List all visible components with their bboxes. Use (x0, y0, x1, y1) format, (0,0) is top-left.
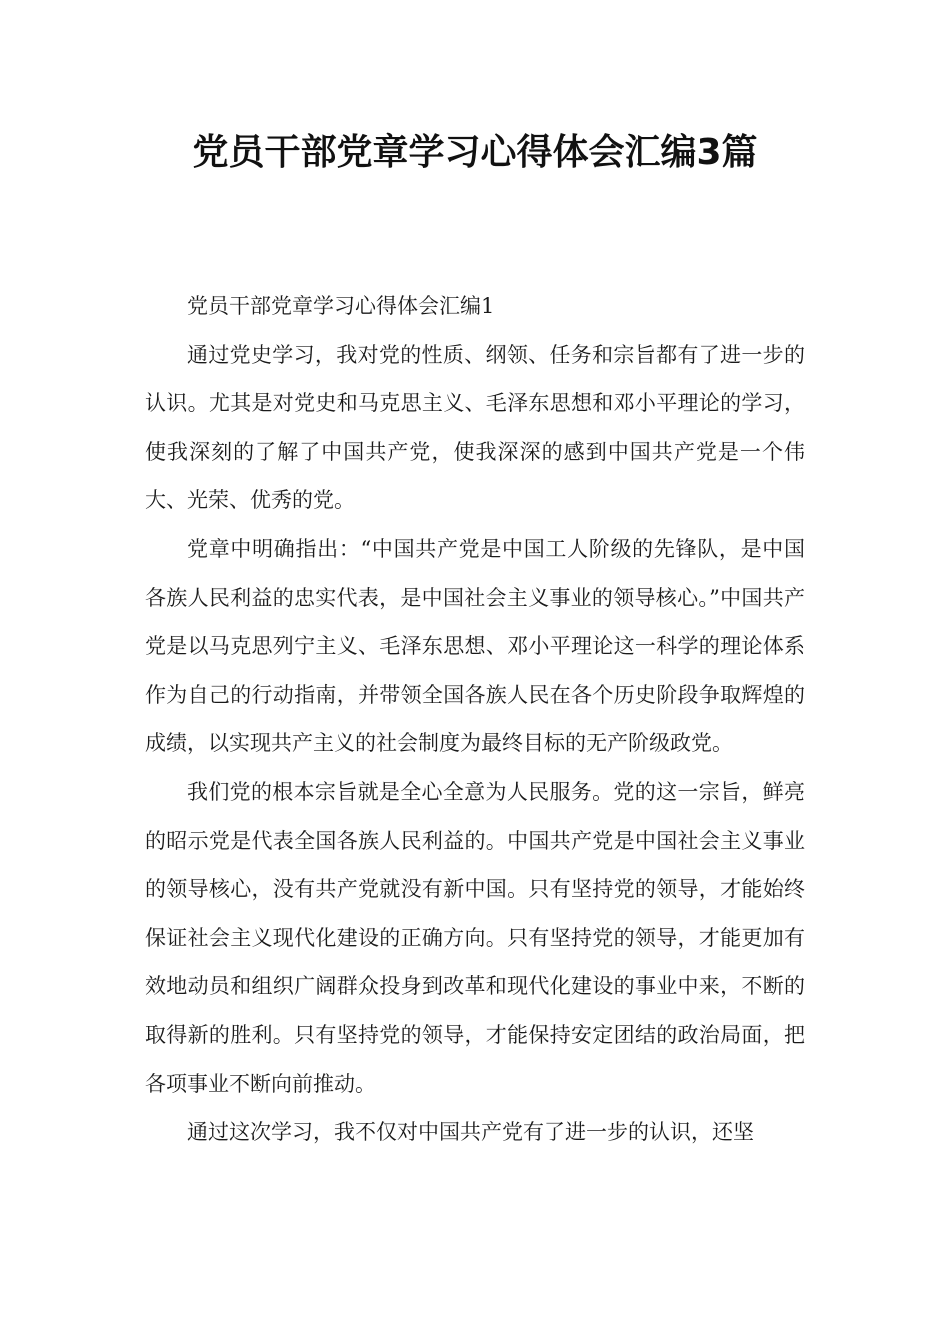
document-title: 党员干部党章学习心得体会汇编3篇 (192, 132, 758, 173)
paragraph-1: 通过党史学习，我对党的性质、纲领、任务和宗旨都有了进一步的认识。尤其是对党史和马克思主义、毛泽东思想和邓小平理论的学习，使我深刻的了解了中国共产党，使我深深的感到中国共产党是一个伟大、光荣、优秀的党。 (145, 342, 805, 513)
document-body (145, 282, 805, 1157)
paragraph-2: 党章中明确指出：“中国共产党是中国工人阶级的先锋队，是中国各族人民利益的忠实代表，是中国社会主义事业的领导核心。”中国共产党是以马克思列宁主义、毛泽东思想、邓小平理论这一科学的理论体系作为自己的行动指南，并带领全国各族人民在各个历史阶段争取辉煌的成绩，以实现共产主义的社会制度为最终目标的无产阶级政党。 (145, 536, 805, 756)
paragraph-4: 通过这次学习，我不仅对中国共产党有了进一步的认识，还坚 (187, 1120, 754, 1145)
section-heading: 党员干部党章学习心得体会汇编1 (187, 294, 495, 318)
paragraph-3: 我们党的根本宗旨就是全心全意为人民服务。党的这一宗旨，鲜亮的昭示党是代表全国各族人民利益的。中国共产党是中国社会主义事业的领导核心，没有共产党就没有新中国。只有坚持党的领导，才能始终保证社会主义现代化建设的正确方向。只有坚持党的领导，才能更加有效地动员和组织广阔群众投身到改革和现代化建设的事业中来，不断的取得新的胜利。只有坚持党的领导，才能保持安定团结的政治局面，把各项事业不断向前推动。 (145, 779, 805, 1096)
